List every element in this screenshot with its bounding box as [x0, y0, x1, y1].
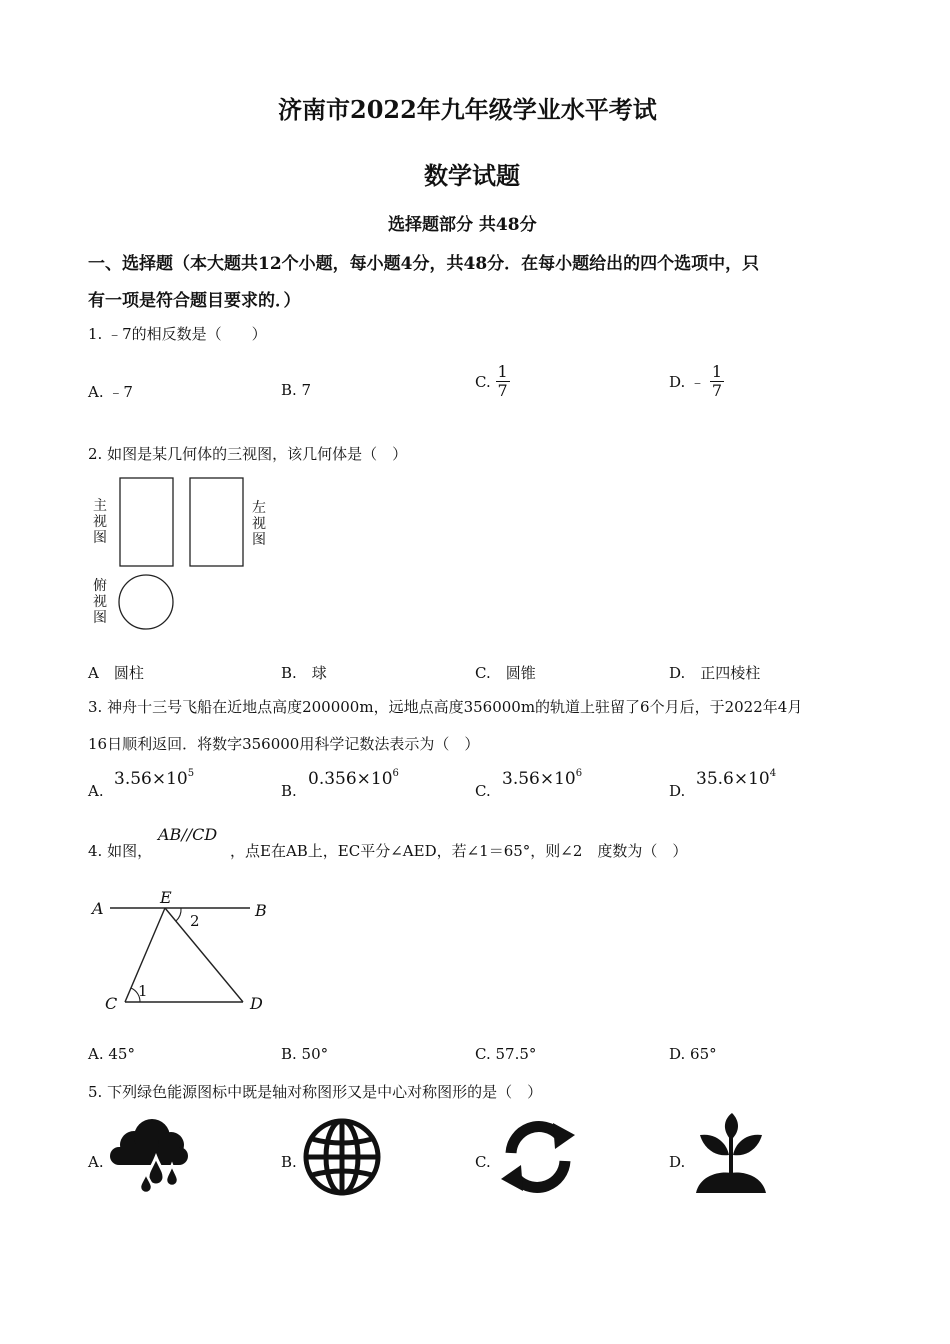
q1-stem: 1. ﹣7的相反数是（ ） [88, 325, 267, 343]
q3-option-b-label: B. [281, 782, 297, 800]
q1-option-c-label: C. [475, 372, 491, 391]
section-heading-line2: 有一项是符合题目要求的．） [88, 291, 301, 311]
sci-exponent: 5 [187, 768, 195, 779]
angle-2-label: 2 [190, 912, 200, 930]
q5-stem: 5. 下列绿色能源图标中既是轴对称图形又是中心对称图形的是（ ） [88, 1083, 543, 1101]
q2-option-b: B. 球 [281, 664, 327, 682]
q1-option-d-label: D. ﹣ [669, 373, 706, 391]
q4-option-d: D. 65° [669, 1045, 717, 1063]
fraction-numerator: 1 [497, 362, 508, 381]
segment-ed [165, 908, 243, 1002]
q2-option-c: C. 圆锥 [475, 664, 536, 682]
part-heading: 选择题部分 共48分 [388, 215, 537, 235]
q5-option-a-label: A. [88, 1153, 104, 1171]
q5-option-c-label: C. [475, 1153, 491, 1171]
point-a-label: A [92, 899, 104, 918]
front-view-label: 主视图 [93, 498, 107, 546]
q2-option-a: A 圆柱 [88, 664, 144, 682]
sprout-icon [694, 1113, 768, 1195]
angle-1-label: 1 [138, 982, 148, 1000]
fraction-denominator: 7 [711, 381, 722, 400]
rain-cloud-icon [108, 1115, 190, 1195]
q4-parallel-formula: AB//CD [158, 825, 218, 844]
left-view-label: 左视图 [252, 500, 266, 548]
point-e-label: E [160, 888, 172, 907]
sci-base: 3.56×10 [114, 769, 188, 789]
fraction-numerator: 1 [711, 362, 722, 381]
q5-option-b-label: B. [281, 1153, 297, 1171]
sci-exponent: 4 [769, 768, 777, 779]
q5-option-d-label: D. [669, 1153, 686, 1171]
sci-exponent: 6 [575, 768, 583, 779]
q3-option-c-label: C. [475, 782, 491, 800]
point-b-label: B [255, 901, 267, 920]
q3-stem-line1: 3. 神舟十三号飞船在近地点高度200000m，远地点高度356000m的轨道上驻留了6个月后，于2022年4月 [88, 698, 803, 716]
q3-option-a-label: A. [88, 782, 104, 800]
point-d-label: D [250, 994, 263, 1013]
q3-option-d-label: D. [669, 782, 686, 800]
top-view-label: 俯视图 [93, 578, 107, 626]
sci-base: 35.6×10 [696, 769, 770, 789]
recycle-arrows-icon [495, 1117, 581, 1197]
page-title: 济南市2022年九年级学业水平考试 [278, 95, 657, 124]
angle-2-arc [176, 908, 181, 921]
q1-option-a: A. ﹣7 [88, 383, 133, 401]
q4-option-c: C. 57.5° [475, 1045, 537, 1063]
q4-stem-suffix: ，点E在AB上，EC平分∠AED，若∠1＝65°，则∠2 度数为（ ） [230, 842, 688, 860]
sci-exponent: 6 [392, 768, 399, 779]
sci-base: 3.56×10 [502, 769, 576, 789]
q3-stem-line2: 16日顺利返回．将数字356000用科学记数法表示为（ ） [88, 735, 480, 753]
q4-option-a: A. 45° [88, 1045, 135, 1063]
q2-option-d: D. 正四棱柱 [669, 664, 761, 682]
q2-stem: 2. 如图是某几何体的三视图，该几何体是（ ） [88, 445, 408, 463]
q1-option-b: B. 7 [281, 381, 312, 399]
fraction-denominator: 7 [497, 381, 508, 400]
q4-stem-prefix: 4. 如图， [88, 842, 153, 860]
q4-option-b: B. 50° [281, 1045, 329, 1063]
section-heading-line1: 一、选择题（本大题共12个小题，每小题4分，共48分．在每小题给出的四个选项中，只 [88, 254, 760, 274]
point-c-label: C [105, 994, 118, 1013]
sci-base: 0.356×10 [308, 769, 393, 789]
globe-icon [302, 1117, 382, 1197]
page-subtitle: 数学试题 [424, 161, 520, 190]
